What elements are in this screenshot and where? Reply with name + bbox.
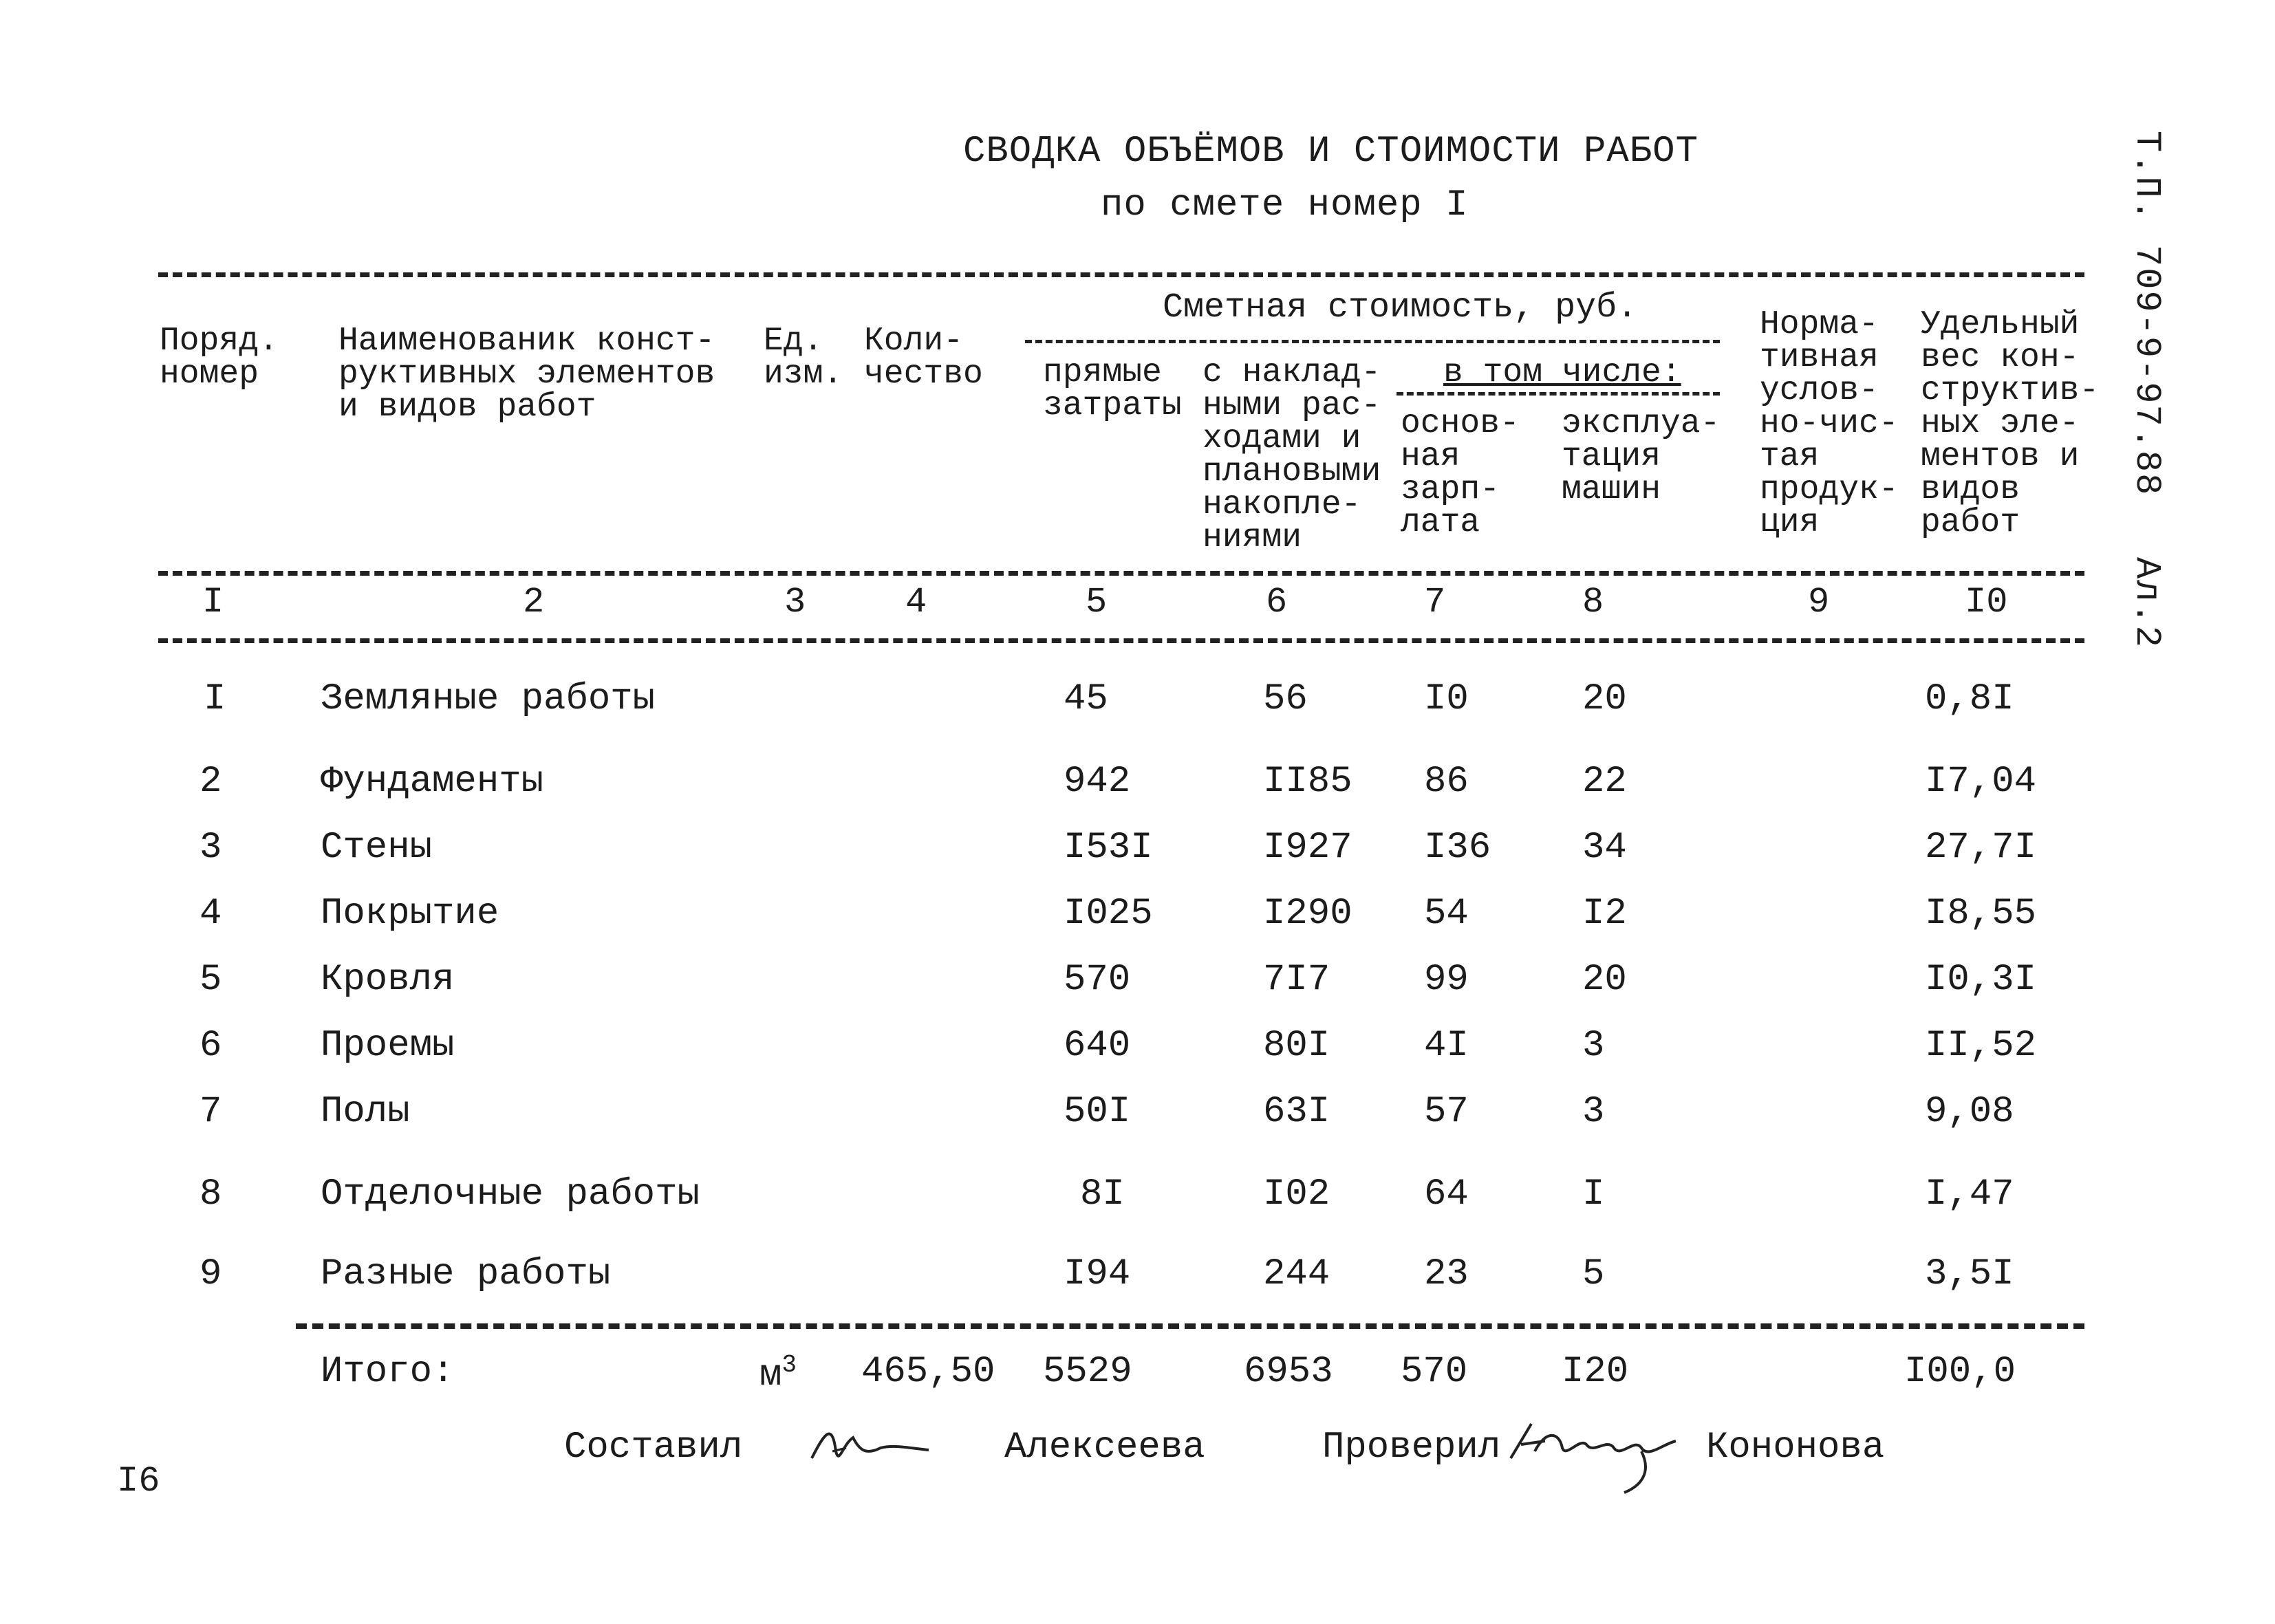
header-machine-operation: эксплуа- тация машин <box>1562 405 1721 508</box>
row-machine-operation: 34 <box>1582 827 1627 869</box>
row-base-salary: 57 <box>1424 1091 1469 1133</box>
side-label-sheet: Ал.2 <box>2126 557 2167 649</box>
row-specific-weight: 3,5I <box>1925 1253 2014 1295</box>
checked-by-label: Проверил <box>1322 1427 1501 1469</box>
header-estimated-cost: Сметная стоимость, руб. <box>1163 288 1638 327</box>
row-direct-costs: I025 <box>1064 893 1153 935</box>
row-base-salary: 99 <box>1424 959 1469 1001</box>
row-name: Отделочные работы <box>321 1173 700 1215</box>
side-label-doc-code: Т.П. 709-9-97.88 <box>2126 131 2167 497</box>
column-number-7: 7 <box>1424 582 1446 622</box>
row-base-salary: 86 <box>1424 761 1469 803</box>
column-number-8: 8 <box>1582 582 1604 622</box>
row-number: 8 <box>200 1173 222 1215</box>
row-machine-operation: 22 <box>1582 761 1627 803</box>
compiled-by-name: Алексеева <box>1004 1427 1205 1469</box>
row-base-salary: I0 <box>1424 678 1469 720</box>
header-direct-costs: прямые затраты <box>1043 354 1182 424</box>
header-normative-product: Норма- тивная услов- но-чис- тая продук- ция <box>1760 306 1899 541</box>
header-unit: Ед. изм. <box>764 323 843 393</box>
header-order-number: Поряд. номер <box>160 323 279 393</box>
row-with-overhead: I927 <box>1263 827 1352 869</box>
column-number-10: I0 <box>1965 582 2008 622</box>
header-specific-weight: Удельный вес кон- структив- ных эле- ментов и видов работ <box>1921 306 2100 541</box>
row-with-overhead: 56 <box>1263 678 1308 720</box>
row-base-salary: 4I <box>1424 1025 1469 1067</box>
header-cost-rule <box>1025 340 1720 343</box>
column-numbers-bottom-rule <box>158 638 2084 643</box>
row-direct-costs: I94 <box>1064 1253 1131 1295</box>
page-title: СВОДКА ОБЪЁМОВ И СТОИМОСТИ РАБОТ <box>963 131 1699 173</box>
total-unit-base: м <box>759 1354 782 1396</box>
total-quantity: 465,50 <box>861 1351 995 1393</box>
row-specific-weight: I,47 <box>1925 1173 2014 1215</box>
row-number: I <box>204 678 226 720</box>
row-specific-weight: I0,3I <box>1925 959 2037 1001</box>
page-number: I6 <box>117 1461 160 1502</box>
total-label: Итого: <box>321 1351 455 1393</box>
column-number-5: 5 <box>1086 582 1108 622</box>
header-element-name: Наименованик конст- руктивных элементов и видов работ <box>338 323 715 426</box>
total-with-overhead: 6953 <box>1244 1351 1333 1393</box>
row-machine-operation: 3 <box>1582 1025 1605 1067</box>
row-machine-operation: 20 <box>1582 678 1627 720</box>
total-unit <box>759 1351 797 1396</box>
column-number-9: 9 <box>1808 582 1830 622</box>
row-with-overhead: 63I <box>1263 1091 1330 1133</box>
row-with-overhead: II85 <box>1263 761 1352 803</box>
row-name: Фундаменты <box>321 761 544 803</box>
column-number-6: 6 <box>1266 582 1288 622</box>
row-name: Разные работы <box>321 1253 611 1295</box>
row-base-salary: I36 <box>1424 827 1491 869</box>
total-unit-superscript: 3 <box>781 1351 797 1379</box>
row-base-salary: 23 <box>1424 1253 1469 1295</box>
row-direct-costs: 570 <box>1064 959 1131 1001</box>
row-machine-operation: 5 <box>1582 1253 1605 1295</box>
column-numbers-top-rule <box>158 571 2084 576</box>
row-number: 6 <box>200 1025 222 1067</box>
total-machine-operation: I20 <box>1562 1351 1629 1393</box>
row-direct-costs: 8I <box>1080 1173 1125 1215</box>
header-including: в том числе: <box>1443 354 1681 391</box>
row-specific-weight: I7,04 <box>1925 761 2037 803</box>
totals-rule <box>296 1323 2084 1329</box>
row-number: 4 <box>200 893 222 935</box>
row-machine-operation: 3 <box>1582 1091 1605 1133</box>
row-number: 9 <box>200 1253 222 1295</box>
column-number-2: 2 <box>523 582 545 622</box>
row-number: 5 <box>200 959 222 1001</box>
row-direct-costs: I53I <box>1064 827 1153 869</box>
column-number-1: I <box>202 582 224 622</box>
row-specific-weight: I8,55 <box>1925 893 2037 935</box>
row-specific-weight: 27,7I <box>1925 827 2037 869</box>
row-number: 3 <box>200 827 222 869</box>
row-name: Кровля <box>321 959 455 1001</box>
row-with-overhead: 7I7 <box>1263 959 1330 1001</box>
row-direct-costs: 45 <box>1064 678 1108 720</box>
row-number: 7 <box>200 1091 222 1133</box>
compiled-by-label: Составил <box>564 1427 743 1469</box>
row-specific-weight: 9,08 <box>1925 1091 2014 1133</box>
row-with-overhead: 244 <box>1263 1253 1330 1295</box>
total-base-salary: 570 <box>1401 1351 1468 1393</box>
row-base-salary: 54 <box>1424 893 1469 935</box>
row-name: Полы <box>321 1091 410 1133</box>
row-direct-costs: 640 <box>1064 1025 1131 1067</box>
row-machine-operation: 20 <box>1582 959 1627 1001</box>
checked-signature-icon <box>1504 1410 1690 1500</box>
row-direct-costs: 50I <box>1064 1091 1131 1133</box>
header-including-rule <box>1397 392 1720 396</box>
row-base-salary: 64 <box>1424 1173 1469 1215</box>
table-top-rule <box>158 272 2084 277</box>
page-subtitle: по смете номер I <box>1101 184 1469 226</box>
column-number-4: 4 <box>905 582 927 622</box>
row-name: Стены <box>321 827 433 869</box>
row-with-overhead: I02 <box>1263 1173 1330 1215</box>
row-with-overhead: 80I <box>1263 1025 1330 1067</box>
header-quantity: Коли- чество <box>864 323 983 393</box>
row-name: Покрытие <box>321 893 499 935</box>
header-with-overhead: с наклад- ными рас- ходами и плановыми накопле- ниями <box>1203 354 1381 556</box>
row-specific-weight: 0,8I <box>1925 678 2014 720</box>
row-machine-operation: I <box>1582 1173 1605 1215</box>
total-specific-weight: I00,0 <box>1904 1351 2016 1393</box>
row-name: Земляные работы <box>321 678 656 720</box>
compiled-signature-icon <box>805 1417 936 1479</box>
row-machine-operation: I2 <box>1582 893 1627 935</box>
total-direct-costs: 5529 <box>1043 1351 1132 1393</box>
header-base-salary: основ- ная зарп- лата <box>1401 405 1520 541</box>
row-number: 2 <box>200 761 222 803</box>
row-direct-costs: 942 <box>1064 761 1131 803</box>
column-number-3: 3 <box>784 582 806 622</box>
row-with-overhead: I290 <box>1263 893 1352 935</box>
row-specific-weight: II,52 <box>1925 1025 2037 1067</box>
row-name: Проемы <box>321 1025 455 1067</box>
checked-by-name: Кононова <box>1706 1427 1885 1469</box>
